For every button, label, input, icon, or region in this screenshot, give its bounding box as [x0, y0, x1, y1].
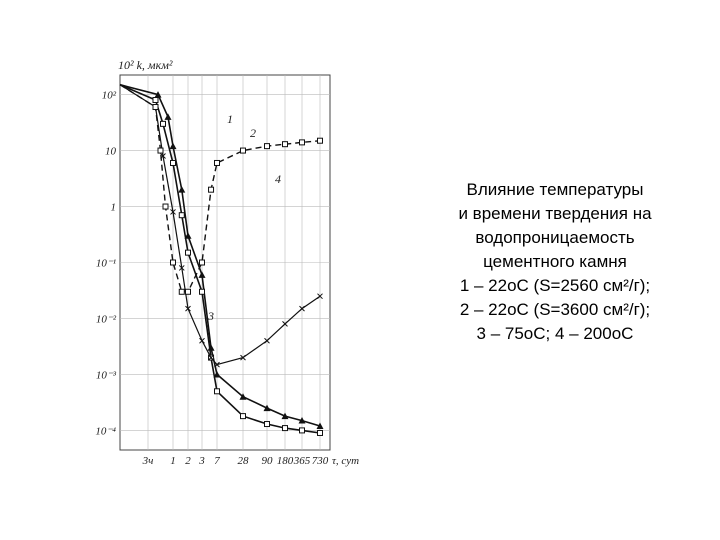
- series-2-point: [215, 389, 220, 394]
- series-label-4: 4: [275, 172, 281, 186]
- series-2-point: [171, 160, 176, 165]
- caption-line-7: 3 – 75оС; 4 – 200оС: [476, 324, 634, 343]
- series-2-point: [179, 213, 184, 218]
- caption-line-4: цементного камня: [483, 252, 627, 271]
- y-tick-label: 10⁻⁴: [95, 425, 116, 438]
- series-label-1: 1: [227, 112, 233, 126]
- x-axis-unit-label: τ, сут: [332, 455, 360, 467]
- caption-line-2: и времени твердения на: [458, 204, 652, 223]
- series-4-point: [200, 260, 205, 265]
- series-4-point: [186, 289, 191, 294]
- series-4-point: [283, 142, 288, 147]
- series-4-point: [300, 140, 305, 145]
- x-tick-label: 3ч: [142, 455, 154, 467]
- permeability-chart: [80, 55, 360, 475]
- series-2-point: [186, 250, 191, 255]
- series-2-point: [300, 428, 305, 433]
- series-4-point: [265, 144, 270, 149]
- x-tick-label: 90: [261, 455, 273, 467]
- x-tick-label: 2: [185, 455, 191, 467]
- x-tick-label: 180: [276, 455, 294, 467]
- chart-svg: [80, 55, 360, 475]
- series-2-point: [153, 98, 158, 103]
- series-1-point: [170, 143, 177, 150]
- caption-line-3: водопроницаемость: [475, 228, 635, 247]
- series-label-3: 3: [208, 309, 214, 323]
- series-4-point: [241, 148, 246, 153]
- y-tick-label: 10: [105, 145, 116, 158]
- series-4-point: [171, 260, 176, 265]
- series-1-point: [264, 405, 271, 412]
- x-tick-label: 365: [293, 455, 311, 467]
- caption-line-1: Влияние температуры: [466, 180, 644, 199]
- series-4-point: [209, 187, 214, 192]
- series-4-point: [318, 138, 323, 143]
- series-1-point: [178, 186, 185, 193]
- x-tick-label: 1: [170, 455, 176, 467]
- x-tick-label: 730: [311, 455, 329, 467]
- series-1-point: [165, 113, 172, 120]
- series-4-point: [153, 105, 158, 110]
- x-tick-label: 28: [237, 455, 249, 467]
- y-axis-label: 10² k, мкм²: [118, 58, 173, 72]
- y-tick-label: 10²: [101, 89, 116, 102]
- series-4-point: [179, 289, 184, 294]
- y-tick-label: 10⁻¹: [95, 257, 116, 270]
- series-line-2: [120, 85, 320, 433]
- series-4-point: [215, 160, 220, 165]
- y-tick-label: 10⁻³: [95, 369, 116, 382]
- x-tick-label: 3: [199, 455, 205, 467]
- series-2-point: [200, 289, 205, 294]
- series-1-point: [199, 271, 206, 278]
- y-tick-label: 10⁻²: [95, 313, 116, 326]
- series-2-point: [318, 430, 323, 435]
- series-line-3: [120, 85, 320, 365]
- series-label-2: 2: [250, 126, 256, 140]
- x-tick-label: 7: [214, 455, 220, 467]
- series-2-point: [241, 414, 246, 419]
- series-4-point: [163, 204, 168, 209]
- series-2-point: [161, 121, 166, 126]
- series-4-point: [158, 148, 163, 153]
- y-tick-label: 1: [110, 201, 116, 214]
- series-2-point: [283, 426, 288, 431]
- chart-caption: [390, 178, 720, 346]
- caption-line-5: 1 – 22оС (S=2560 см²/г);: [459, 276, 651, 295]
- series-line-4: [120, 85, 320, 292]
- caption-line-6: 2 – 22оС (S=3600 см²/г);: [459, 300, 651, 319]
- series-2-point: [265, 422, 270, 427]
- series-line-1: [120, 85, 320, 426]
